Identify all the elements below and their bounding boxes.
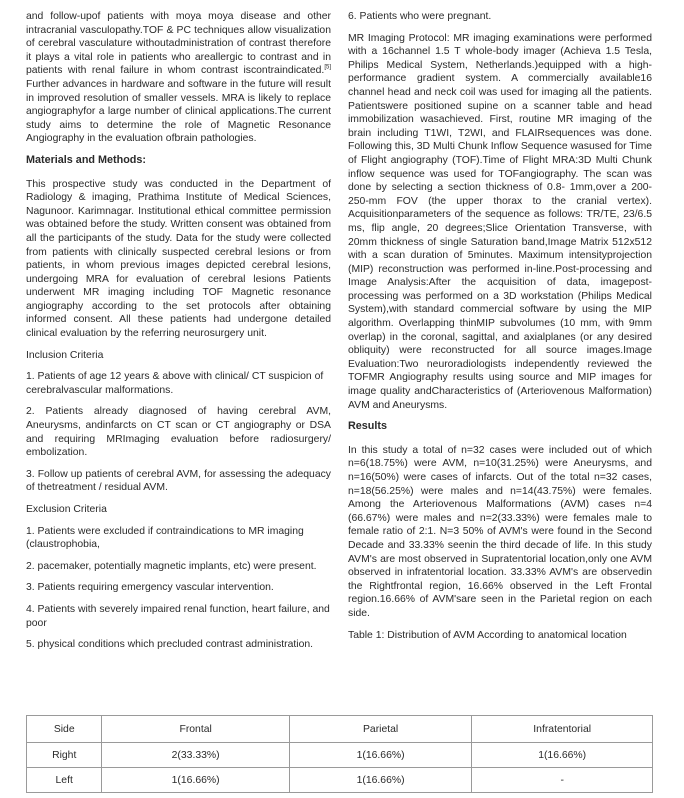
table-cell: - [472, 768, 653, 793]
table-header: Side [27, 716, 102, 743]
inclusion-heading: Inclusion Criteria [26, 349, 104, 361]
avm-location-table [26, 715, 653, 793]
results-heading: Results [348, 420, 388, 433]
exclusion-heading: Exclusion Criteria [26, 504, 107, 515]
table-cell: 1(16.66%) [289, 768, 471, 793]
table-cell: 1(16.66%) [102, 768, 289, 793]
exclusion-item: 1. Patients were excluded if contraindications to MR imaging (claustrophobia, [26, 525, 304, 551]
inclusion-item: 1. Patients of age 12 years & above with clinical/ CT suspicion of cerebralvascular malformations. [26, 371, 324, 396]
table-cell: Left [27, 768, 102, 793]
table-row [27, 768, 653, 793]
exclusion-item: 6. Patients who were pregnant. [348, 11, 492, 22]
intro-text: and follow-upof patients with moya moya disease and other intracranial vasculopathy.TOF & PC techniques allow visualization of cerebral vasculature withoutadministration of contrast therefore it plays a vital role in patients who areallergic to contrast and in patients with renal failure in whom contrast iscontraindicated. [26, 11, 331, 77]
table-cell: 1(16.66%) [472, 743, 653, 768]
table-cell: 2(33.33%) [102, 743, 289, 768]
exclusion-item: 2. pacemaker, potentially magnetic implants, etc) were present. [26, 560, 317, 572]
table-cell: 1(16.66%) [289, 743, 471, 768]
exclusion-item: 5. physical conditions which precluded contrast administration. [26, 639, 314, 651]
intro-paragraph [26, 10, 331, 146]
protocol-paragraph: MR Imaging Protocol: MR imaging examinations were performed with a 16channel 1.5 T whole-body imager (Achieva 1.5 Tesla, Philips Medical System, Netherlands.)equipped with a high-performance gradient system. A commercially available16 channel head and neck coil was used for imaging all the patients. Patientswere positioned supine on a scanner table and head immobilization wasachieved. First, routine MR imaging of the brain including T1WI, T2WI, and FLAIRsequences was done. Following this, 3D Multi Chunk Inflow Sequence wasused for Time of Flight angiography (TOF).Time of Flight MRA:3D Multi Chunk inflow sequence was used for TOFangiography. The scan was done by selecting a section thickness of 0.8- 1mm,over a 200-250-mm FOV (the upper thorax to the cranial vertex). Acquisitionparameters of the sequence as follows: TR/TE, 23/6.5 ms, flip angle, 20 degrees;Slice Orientation Transverse, with 20mm thickness of single Saturation band,Image Matrix 512x512 with a scan duration of 5minutes. Maximum intensityprojection (MIP) reconstruction was performed in-line.Post-processing and Image Analysis:After the acquisition of data, imagepost-processing was performed on a 3D workstation (Philips Medical System),with standard commercial software by using the MIP algorithm. Overlapping thinMIP subvolumes (10 mm, with 9mm overlap) in the coronal, sagittal, and axialplanes (or any desired obliquity) were reconstructed for all source images.Image Evaluation:Two neuroradiologists independently reviewed the TOFMR Angiography results using source and MIP images for image quality andCharacteristics of (Arteriovenous Malformation) AVM and Aneurysms. [348, 32, 652, 411]
table-header: Infratentorial [472, 716, 653, 743]
methods-heading: Materials and Methods: [26, 153, 146, 166]
table-row [27, 743, 653, 768]
exclusion-item: 3. Patients requiring emergency vascular intervention. [26, 582, 274, 594]
methods-paragraph: This prospective study was conducted in the Department of Radiology & imaging, Prathima Institute of Medical Sciences, Nagunoor. Karimnagar. Institutional ethical committee permission was obtained before the study. Written consent was obtained from all the participants of the study. Data for the study were collected from patients with clinically suspected cerebral lesions or from patients, in whom previous images depicted cerebral lesions, undergoing MRA for evaluation of cerebral lesions Patients underwent MR imaging including TOF Magnetic resonance angiography according to the set protocols after obtaining informed consent. All these patients had undergone detailed clinical evaluation by the referring neurosurgery unit. [26, 178, 331, 340]
table-header-row [27, 716, 653, 743]
exclusion-item: 4. Patients with severely impaired renal function, heart failure, and poor [26, 603, 330, 629]
inclusion-item: 3. Follow up patients of cerebral AVM, for assessing the adequacy of thetreatment / residual AVM. [26, 468, 331, 494]
left-column [26, 10, 331, 660]
results-paragraph: In this study a total of n=32 cases were included out of which n=6(18.75%) were AVM, n=10(31.25%) were Aneurysms, and n=16(50%) were cases of infarcts. Out of the total n=32 cases, n=18(56.25%) were males and n=14(43.75%) were females. Among the Arteriovenous Malformations (AVM) cases n=4 (66.67%) were males and n=2(33.33%) were females male to female ratio of 2:1. N=3 50% of AVM's were found in the Second Decade and 33.33% seenin the third decade of life. In this study AVM's are most observed in Supratentorial location,only one AVM observed in infratentorial location. 33.33% AVM's are observedin the Rightfrontal region, 16.66% observed in the Left Frontal region.16.66% of AVM'sare seen in the Parietal region on each side. [348, 444, 652, 619]
right-column [348, 10, 652, 650]
citation-ref: [5] [324, 64, 331, 71]
intro-text-cont: Further advances in hardware and software in the future will result in improved resolution of smaller vessels. MRA is likely to replace angiographyfor a large number of clinical applications.The current study aims to determine the role of Magnetic Resonance Angiography in the evaluation ofbrain pathologies. [26, 78, 331, 145]
table-header: Frontal [102, 716, 289, 743]
table-header: Parietal [289, 716, 471, 743]
table-cell: Right [27, 743, 102, 768]
table-caption: Table 1: Distribution of AVM According to anatomical location [348, 629, 627, 641]
inclusion-item: 2. Patients already diagnosed of having cerebral AVM, Aneurysms, andinfarcts on CT scan or CT angiography or DSA and requiring MRImaging evaluation before radiosurgery/ embolization. [26, 406, 331, 459]
